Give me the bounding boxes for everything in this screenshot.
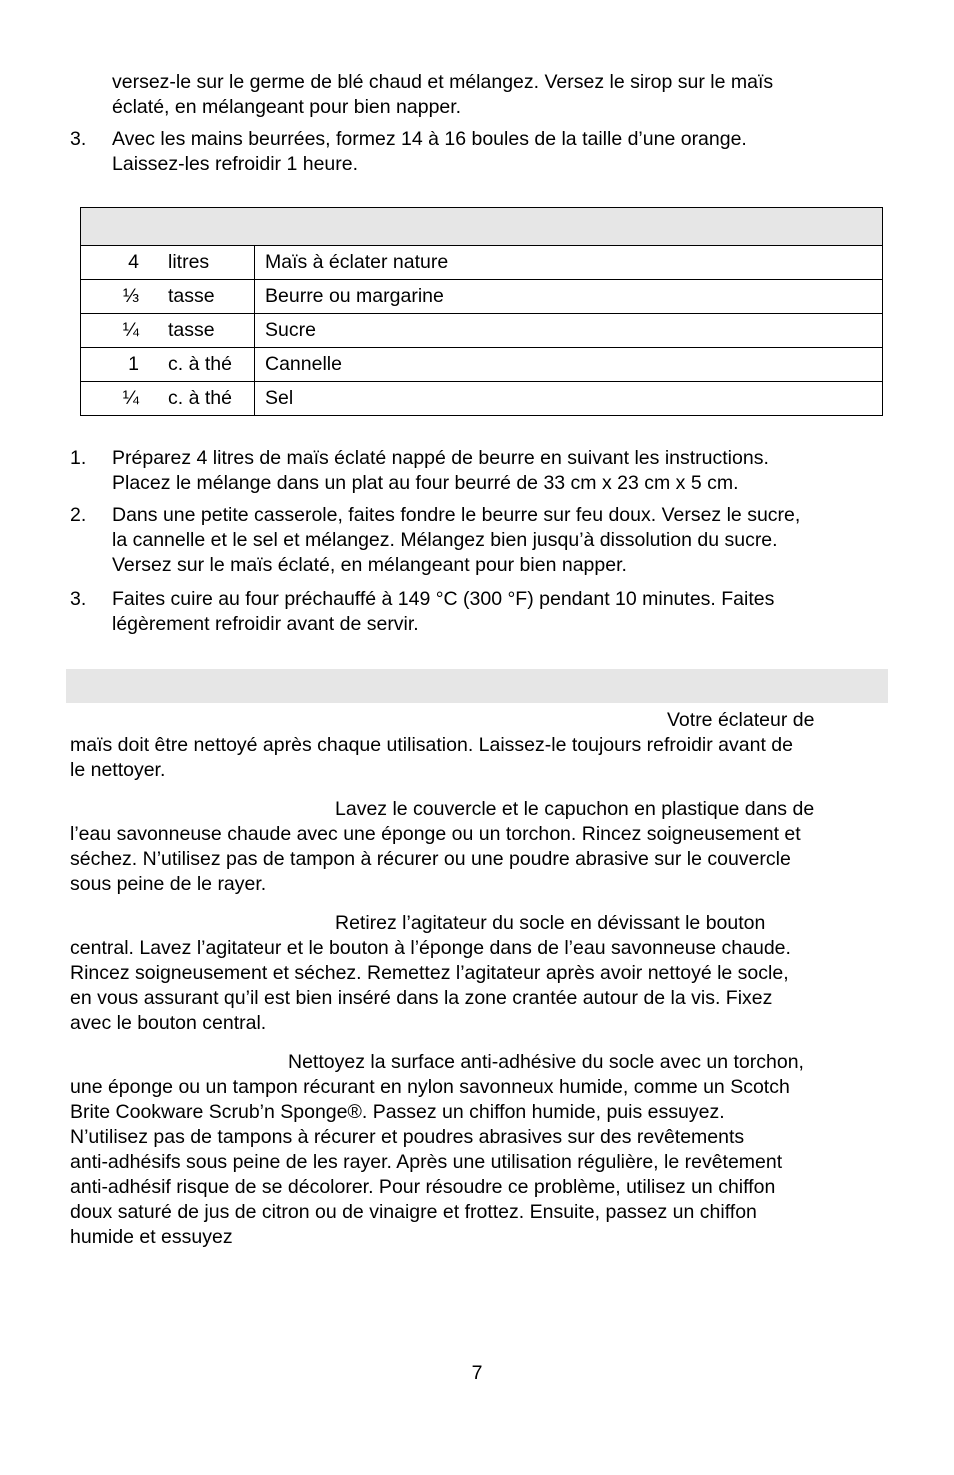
- intro-step-number: 3.: [70, 128, 87, 150]
- ingredient-qty: ⅓: [122, 285, 139, 307]
- step-2-line-2: la cannelle et le sel et mélangez. Mélangez bien jusqu’à dissolution du sucre.: [112, 529, 778, 551]
- table-row: [81, 280, 883, 314]
- ingredient-item: Cannelle: [265, 353, 342, 375]
- cleaning-p1-line-3: le nettoyer.: [70, 759, 166, 781]
- cleaning-p3-line-4: en vous assurant qu’il est bien inséré dans la zone crantée autour de la vis. Fixez: [70, 987, 773, 1009]
- cleaning-p2-line-2: l’eau savonneuse chaude avec une éponge ou un torchon. Rincez soigneusement et: [70, 823, 801, 845]
- page-number: 7: [471, 1362, 483, 1384]
- intro-step-line-2: Laissez-les refroidir 1 heure.: [112, 153, 359, 175]
- cleaning-p4-line-2: une éponge ou un tampon récurant en nylon savonneux humide, comme un Scotch: [70, 1076, 790, 1098]
- table-row: [81, 382, 883, 416]
- cleaning-p2-line-1: Lavez le couvercle et le capuchon en plastique dans de: [335, 798, 815, 820]
- cleaning-p4-line-3: Brite Cookware Scrub’n Sponge®. Passez un chiffon humide, puis essuyez.: [70, 1101, 725, 1123]
- step-1-line-2: Placez le mélange dans un plat au four beurré de 33 cm x 23 cm x 5 cm.: [112, 472, 739, 494]
- step-3-line-1: Faites cuire au four préchauffé à 149 °C (300 °F) pendant 10 minutes. Faites: [112, 588, 775, 610]
- cleaning-p4-line-7: doux saturé de jus de citron ou de vinaigre et frottez. Ensuite, passez un chiffon: [70, 1201, 757, 1223]
- ingredient-qty: ¼: [122, 319, 139, 341]
- cleaning-p4-line-6: anti-adhésif risque de se décolorer. Pour résoudre ce problème, utilisez un chiffon: [70, 1176, 776, 1198]
- ingredient-qty: 1: [128, 353, 139, 375]
- intro-line-1: versez-le sur le germe de blé chaud et mélangez. Versez le sirop sur le maïs: [112, 71, 774, 93]
- cleaning-p3-line-1: Retirez l’agitateur du socle en dévissant le bouton: [335, 912, 766, 934]
- ingredient-item: Sel: [265, 387, 294, 409]
- ingredient-table: [80, 207, 883, 416]
- cleaning-p3-line-2: central. Lavez l’agitateur et le bouton à l’éponge dans de l’eau savonneuse chaude.: [70, 937, 791, 959]
- section-header-band: [66, 669, 888, 703]
- intro-step-line-1: Avec les mains beurrées, formez 14 à 16 boules de la taille d’une orange.: [112, 128, 747, 150]
- ingredient-unit: tasse: [168, 285, 215, 307]
- cleaning-p4-line-8: humide et essuyez: [70, 1226, 233, 1248]
- cleaning-p2-line-3: séchez. N’utilisez pas de tampon à récurer ou une poudre abrasive sur le couvercle: [70, 848, 791, 870]
- ingredient-unit: tasse: [168, 319, 215, 341]
- step-3-line-2: légèrement refroidir avant de servir.: [112, 613, 419, 635]
- table-row: [81, 246, 883, 280]
- ingredient-item: Sucre: [265, 319, 316, 341]
- ingredient-item: Maïs à éclater nature: [265, 251, 449, 273]
- step-1-number: 1.: [70, 447, 87, 469]
- step-3-number: 3.: [70, 588, 87, 610]
- step-2-line-3: Versez sur le maïs éclaté, en mélangeant pour bien napper.: [112, 554, 627, 576]
- ingredient-unit: c. à thé: [168, 353, 232, 375]
- cleaning-p4-line-5: anti-adhésifs sous peine de les rayer. Après une utilisation régulière, le revêtement: [70, 1151, 783, 1173]
- ingredient-unit: c. à thé: [168, 387, 232, 409]
- ingredient-item: Beurre ou margarine: [265, 285, 444, 307]
- table-row: [81, 348, 883, 382]
- ingredient-unit: litres: [168, 251, 210, 273]
- cleaning-p2-line-4: sous peine de le rayer.: [70, 873, 267, 895]
- ingredient-qty: 4: [128, 251, 139, 273]
- table-row: [81, 314, 883, 348]
- ingredient-qty: ¼: [122, 387, 139, 409]
- step-1-line-1: Préparez 4 litres de maïs éclaté nappé de beurre en suivant les instructions.: [112, 447, 769, 469]
- cleaning-p3-line-5: avec le bouton central.: [70, 1012, 267, 1034]
- cleaning-p1-line-1: Votre éclateur de: [667, 709, 815, 731]
- cleaning-p4-line-1: Nettoyez la surface anti-adhésive du socle avec un torchon,: [288, 1051, 804, 1073]
- step-2-number: 2.: [70, 504, 87, 526]
- cleaning-p3-line-3: Rincez soigneusement et séchez. Remettez l’agitateur après avoir nettoyé le socle,: [70, 962, 789, 984]
- table-header-row: [81, 208, 883, 246]
- intro-line-2: éclaté, en mélangeant pour bien napper.: [112, 96, 462, 118]
- cleaning-p4-line-4: N’utilisez pas de tampons à récurer et poudres abrasives sur des revêtements: [70, 1126, 745, 1148]
- cleaning-p1-line-2: maïs doit être nettoyé après chaque utilisation. Laissez-le toujours refroidir avant de: [70, 734, 793, 756]
- step-2-line-1: Dans une petite casserole, faites fondre le beurre sur feu doux. Versez le sucre,: [112, 504, 801, 526]
